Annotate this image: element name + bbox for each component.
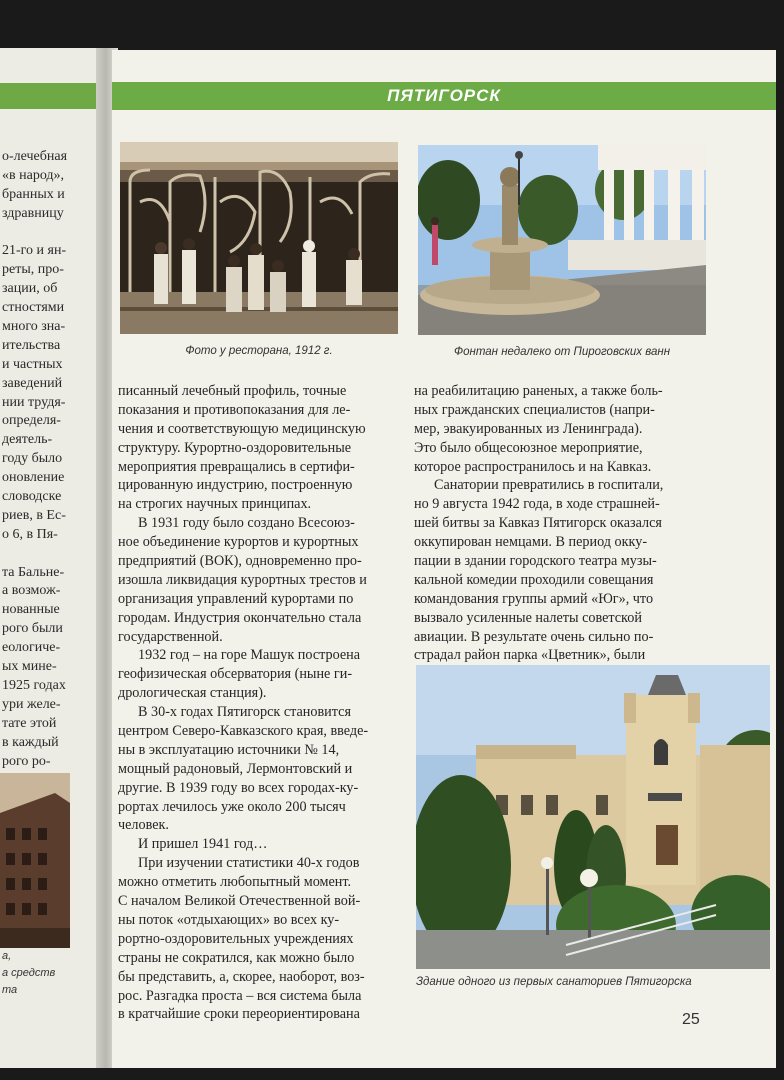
text-line: можно отметить любопытный момент.	[118, 874, 352, 891]
text-line: 21-го и ян-	[2, 243, 67, 259]
text-line: тате этой	[2, 715, 57, 731]
text-line: бы представить, а, скорее, наоборот, воз-	[118, 968, 365, 985]
text-line: Это было общесоюзное мероприятие,	[414, 439, 643, 456]
text-line: риев, в Ес-	[2, 507, 66, 523]
text-line: на строгих научных принципах.	[118, 496, 312, 513]
text-line: в каждый	[2, 734, 59, 750]
text-line: мер, эвакуированных из Ленинграда).	[414, 420, 643, 437]
page-number: 25	[682, 1011, 700, 1028]
text-line: ительства	[2, 337, 61, 353]
text-line: ное объединение курортов и курортных	[118, 534, 359, 551]
sanatorium-photo-caption: Здание одного из первых санаториев Пятигорска	[416, 976, 692, 988]
text-line: оновление	[2, 470, 65, 486]
text-line: и частных	[2, 356, 63, 372]
text-line: рого были	[2, 621, 63, 637]
text-line: И пришел 1941 год…	[138, 836, 268, 853]
text-line: рого ро-	[2, 753, 51, 769]
text-line: геофизическая обсерватория (ныне ги-	[118, 666, 353, 683]
left-page-text	[2, 148, 102, 790]
text-line: определя-	[2, 413, 61, 429]
text-line: ны в эксплуатацию источники № 14,	[118, 741, 340, 758]
caption-line: а средств	[2, 967, 56, 979]
text-line: кальной комедии проходили совещания	[414, 571, 654, 588]
text-line: командования группы армий «Юг», что	[414, 590, 654, 607]
text-line: предприятий (ВОК), одновременно про-	[118, 553, 362, 570]
text-line: здравницу	[2, 205, 64, 221]
restaurant-photo-caption: Фото у ресторана, 1912 г.	[185, 345, 333, 357]
text-line: Санатории превратились в госпитали,	[434, 477, 664, 494]
text-line: показания и противопоказания для ле-	[118, 401, 351, 418]
text-line: В 1931 году было создано Всесоюз-	[138, 515, 355, 532]
text-line: другие. В 1939 году во всех городах-ку-	[118, 779, 359, 796]
restaurant-photo	[120, 142, 398, 334]
text-line: писанный лечебный профиль, точные	[118, 383, 347, 399]
left-text-column	[118, 382, 402, 1024]
text-line: При изучении статистики 40-х годов	[138, 855, 360, 872]
text-line: рос. Разгадка проста – вся система была	[118, 987, 362, 1004]
caption-line: та	[2, 984, 18, 996]
text-line: цированную индустрию, построенную	[118, 477, 353, 494]
text-line: стностями	[2, 300, 65, 316]
text-line: о-лечебная	[2, 149, 68, 164]
text-line: мероприятия превращались в сертифи-	[118, 458, 355, 475]
text-line: словодске	[2, 489, 62, 505]
text-line: «в народ»,	[2, 167, 65, 183]
text-line: городам. Индустрия окончательно стала	[118, 609, 362, 626]
text-line: в кратчайшие сроки переориентирована	[118, 1006, 360, 1023]
text-line: рортах лечилось уже около 200 тысяч	[118, 798, 346, 815]
text-line	[2, 224, 102, 243]
text-line: ных гражданских специалистов (напри-	[414, 401, 655, 418]
text-line: а возмож-	[2, 583, 61, 599]
text-line: нованные	[2, 602, 60, 618]
text-line: государственной.	[118, 628, 223, 645]
text-line: организация управлений курортами по	[118, 590, 354, 607]
left-header-band	[0, 83, 104, 109]
text-line: чения и соответствующую медицинскую	[118, 420, 366, 437]
text-line: которое распространилось и на Кавказ.	[414, 458, 652, 475]
fountain-photo-caption: Фонтан недалеко от Пироговских ванн	[453, 346, 671, 358]
text-line: страдал район парка «Цветник», были	[414, 647, 646, 664]
text-line: 1932 год – на горе Машук построена	[138, 647, 361, 664]
caption-line: а,	[2, 950, 12, 962]
text-line: вызвало усиленные налеты советской	[414, 609, 642, 626]
text-line: мощный радоновый, Лермонтовский и	[118, 760, 353, 777]
right-text-column	[414, 382, 708, 665]
text-line: В 30-х годах Пятигорск становится	[138, 704, 351, 721]
text-line: зации, об	[2, 281, 58, 297]
text-line	[2, 545, 102, 564]
text-line: нии трудя-	[2, 394, 66, 410]
text-line: человек.	[118, 817, 169, 834]
text-line: оккупирован немцами. В период окку-	[414, 534, 648, 551]
fountain-photo	[418, 145, 706, 335]
text-line: та Бальне-	[2, 564, 65, 580]
left-page	[0, 48, 104, 1068]
text-line: страны не сократился, как можно было	[118, 949, 355, 966]
text-line: деятель-	[2, 432, 53, 448]
text-line: шей битвы за Кавказ Пятигорск оказался	[414, 515, 662, 532]
left-page-caption	[2, 948, 55, 999]
text-line: бранных и	[2, 186, 65, 202]
text-line: пации в здании городского театра музы-	[414, 553, 657, 570]
text-line: авиации. В результате очень сильно по-	[414, 628, 654, 645]
text-line: ны поток «отдыхающих» во всех ку-	[118, 911, 340, 928]
text-line: много зна-	[2, 319, 66, 335]
text-line: структуру. Курортно-оздоровительные	[118, 439, 352, 456]
text-line: году было	[2, 451, 63, 467]
text-line: изошла ликвидация курортных трестов и	[118, 571, 367, 588]
text-line: дрологическая станция).	[118, 685, 267, 702]
text-line: о 6, в Пя-	[2, 526, 58, 542]
text-line: заведений	[2, 375, 63, 391]
text-line: ых мине-	[2, 659, 57, 675]
text-line: С началом Великой Отечественной вой-	[118, 893, 361, 910]
left-page-photo	[0, 773, 70, 948]
text-line: реты, про-	[2, 262, 64, 278]
text-line: еологиче-	[2, 640, 61, 656]
text-line: 1925 годах	[2, 677, 66, 693]
header-band	[112, 82, 776, 110]
text-line: но 9 августа 1942 года, в ходе страшней-	[414, 496, 660, 513]
page-title: ПЯТИГОРСК	[387, 86, 501, 105]
text-line: на реабилитацию раненых, а также боль-	[414, 383, 663, 399]
right-page	[112, 50, 776, 1068]
text-line: рортно-оздоровительных учреждениях	[118, 930, 354, 947]
text-line: центром Северо-Кавказского края, введе-	[118, 723, 369, 740]
sanatorium-photo	[416, 665, 770, 969]
text-line: ури желе-	[2, 696, 61, 712]
